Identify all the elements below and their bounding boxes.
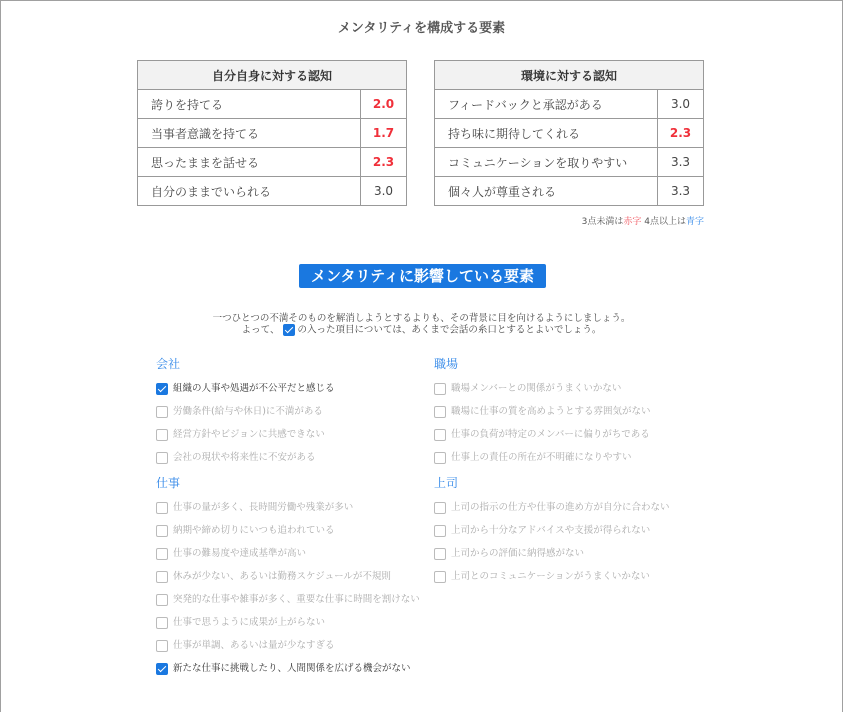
table-row: [435, 119, 704, 148]
checkbox-unchecked[interactable]: [434, 429, 446, 441]
checkbox-label: 仕事上の責任の所在が不明確になりやすい: [451, 452, 632, 463]
checkbox-item[interactable]: [434, 400, 699, 423]
legend-blue: 青字: [685, 217, 704, 227]
checkbox-item[interactable]: [434, 496, 699, 519]
row-score: 1.7: [361, 119, 407, 148]
checkbox-label: 労働条件(給与や休日)に不満がある: [173, 406, 323, 417]
section-heading: 会社: [156, 357, 181, 371]
checkbox-item[interactable]: [156, 565, 421, 588]
table-row: [435, 90, 704, 119]
checkbox-item[interactable]: [156, 496, 421, 519]
factor-section: [434, 473, 699, 588]
checkbox-item[interactable]: [156, 542, 421, 565]
checkbox-item[interactable]: [434, 519, 699, 542]
self-perception-table: [137, 60, 407, 206]
page-title: メンタリティを構成する要素: [337, 21, 506, 36]
factor-section: [156, 473, 421, 680]
factor-column-right: [434, 354, 699, 592]
checkbox-unchecked[interactable]: [156, 429, 168, 441]
checkbox-unchecked[interactable]: [434, 452, 446, 464]
table-row: [435, 177, 704, 206]
checkbox-unchecked[interactable]: [434, 502, 446, 514]
row-score: 3.3: [658, 148, 704, 177]
section-heading: 職場: [434, 357, 459, 371]
legend-text: 4点以上は: [641, 217, 686, 227]
checkbox-item[interactable]: [434, 446, 699, 469]
description: [0, 313, 843, 336]
checkbox-label: 仕事が単調、あるいは量が少なすぎる: [173, 640, 335, 651]
description-text: の入った項目については、あくまで会話の糸口とするとよいでしょう。: [294, 324, 602, 336]
row-score: 2.3: [658, 119, 704, 148]
checkbox-label: 経営方針やビジョンに共感できない: [173, 429, 325, 440]
checkbox-item[interactable]: [434, 423, 699, 446]
row-label: 当事者意識を持てる: [138, 119, 361, 148]
checkbox-unchecked[interactable]: [434, 525, 446, 537]
checkbox-unchecked[interactable]: [156, 406, 168, 418]
checkbox-item[interactable]: [156, 611, 421, 634]
checkbox-item[interactable]: [434, 377, 699, 400]
description-text: よって、: [241, 324, 280, 336]
checkbox-label: 職場に仕事の質を高めようとする雰囲気がない: [451, 406, 651, 417]
checkbox-item[interactable]: [156, 377, 421, 400]
factor-section: [156, 354, 421, 469]
checkbox-label: 仕事で思うように成果が上がらない: [173, 617, 326, 628]
factor-section: [434, 354, 699, 469]
checkbox-unchecked[interactable]: [156, 502, 168, 514]
checkbox-label: 職場メンバーとの関係がうまくいかない: [451, 383, 622, 394]
checkbox-label: 会社の現状や将来性に不安がある: [173, 452, 316, 463]
checkbox-unchecked[interactable]: [156, 525, 168, 537]
checkbox-checked[interactable]: [156, 383, 168, 395]
checkbox-label: 新たな仕事に挑戦したり、人間関係を広げる機会がない: [173, 663, 411, 674]
section-heading: 仕事: [156, 476, 181, 490]
legend-red: 赤字: [623, 217, 642, 227]
section-title-badge: メンタリティに影響している要素: [299, 264, 546, 288]
legend-text: 3点未満は: [581, 217, 624, 227]
checkbox-unchecked[interactable]: [156, 548, 168, 560]
row-label: 誇りを持てる: [138, 90, 361, 119]
row-score: 3.0: [658, 90, 704, 119]
section-heading: 上司: [434, 476, 459, 490]
row-label: コミュニケーションを取りやすい: [435, 148, 658, 177]
row-label: 思ったままを話せる: [138, 148, 361, 177]
checkbox-unchecked[interactable]: [434, 383, 446, 395]
checkbox-item[interactable]: [156, 519, 421, 542]
checkbox-checked[interactable]: [156, 663, 168, 675]
score-legend: [582, 214, 704, 227]
row-label: フィードバックと承認がある: [435, 90, 658, 119]
checkbox-item[interactable]: [434, 565, 699, 588]
checkbox-unchecked[interactable]: [156, 594, 168, 606]
checkbox-label: 仕事の負荷が特定のメンバーに偏りがちである: [451, 429, 650, 440]
table-row: [435, 148, 704, 177]
description-line: 一つひとつの不満そのものを解消しようとするよりも、その背景に目を向けるようにしましょう。: [212, 313, 631, 324]
table-row: [138, 177, 407, 206]
checkbox-label: 仕事の難易度や達成基準が高い: [173, 548, 307, 559]
checkbox-item[interactable]: [434, 542, 699, 565]
checkbox-item[interactable]: [156, 588, 421, 611]
table-row: [138, 119, 407, 148]
row-score: 2.0: [361, 90, 407, 119]
checkbox-unchecked[interactable]: [156, 617, 168, 629]
row-score: 2.3: [361, 148, 407, 177]
row-score: 3.3: [658, 177, 704, 206]
row-score: 3.0: [361, 177, 407, 206]
row-label: 自分のままでいられる: [138, 177, 361, 206]
checkbox-unchecked[interactable]: [156, 571, 168, 583]
environment-perception-table: [434, 60, 704, 206]
table-row: [138, 148, 407, 177]
checkbox-label: 上司の指示の仕方や仕事の進め方が自分に合わない: [451, 502, 670, 513]
checkbox-label: 上司とのコミュニケーションがうまくいかない: [451, 571, 650, 582]
checkbox-item[interactable]: [156, 634, 421, 657]
checkbox-label: 上司から十分なアドバイスや支援が得られない: [451, 525, 651, 536]
checkbox-unchecked[interactable]: [156, 452, 168, 464]
checkbox-item[interactable]: [156, 446, 421, 469]
checkbox-label: 組織の人事や処遇が不公平だと感じる: [173, 383, 335, 394]
checkbox-unchecked[interactable]: [434, 406, 446, 418]
checkbox-label: 納期や締め切りにいつも追われている: [173, 525, 335, 536]
factor-column-left: [156, 354, 421, 684]
table-row: [138, 90, 407, 119]
table-header: 環境に対する認知: [435, 61, 704, 90]
table-header: 自分自身に対する認知: [138, 61, 407, 90]
row-label: 持ち味に期待してくれる: [435, 119, 658, 148]
checkbox-unchecked[interactable]: [156, 640, 168, 652]
checkbox-label: 突発的な仕事や雑事が多く、重要な仕事に時間を割けない: [173, 594, 420, 605]
checkbox-item[interactable]: [156, 423, 421, 446]
checkbox-label: 仕事の量が多く、長時間労働や残業が多い: [173, 502, 354, 513]
checkbox-item[interactable]: [156, 400, 421, 423]
checkbox-checked-icon: [283, 324, 295, 336]
checkbox-label: 休みが少ない、あるいは勤務スケジュールが不規則: [173, 571, 391, 582]
row-label: 個々人が尊重される: [435, 177, 658, 206]
checkbox-unchecked[interactable]: [434, 548, 446, 560]
checkbox-item[interactable]: [156, 657, 421, 680]
checkbox-label: 上司からの評価に納得感がない: [451, 548, 585, 559]
checkbox-unchecked[interactable]: [434, 571, 446, 583]
